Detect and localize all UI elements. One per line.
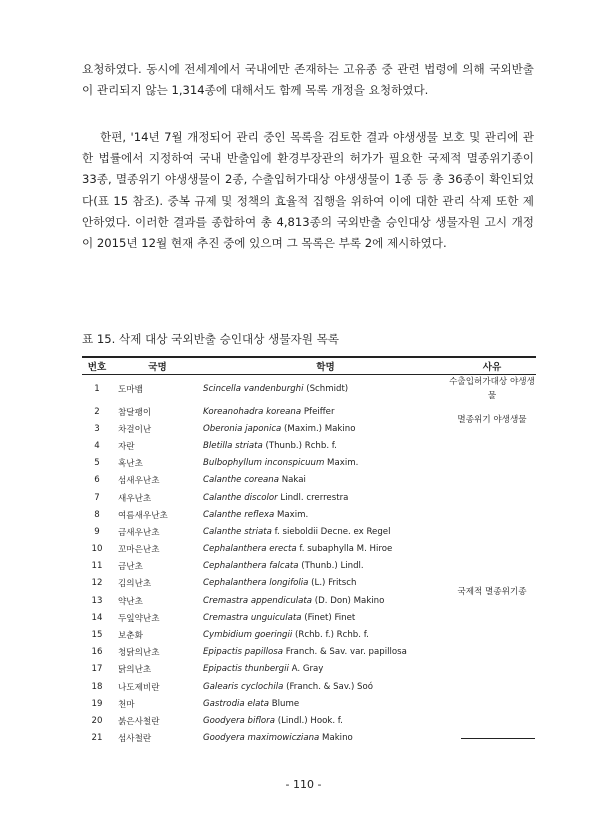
row-number: 2 xyxy=(94,406,100,417)
header-num: 번호 xyxy=(82,357,112,375)
table-end-rule xyxy=(461,738,535,739)
korean-name: 보춘화 xyxy=(118,631,143,642)
scientific-name xyxy=(203,489,448,506)
scientific-name-italic: Gastrodia elata xyxy=(203,698,269,709)
scientific-name xyxy=(203,712,448,729)
scientific-name-italic: Bletilla striata xyxy=(203,440,263,451)
korean-name: 나도제비란 xyxy=(118,682,160,693)
scientific-name-italic: Cephalanthera longifolia xyxy=(203,578,309,589)
reason-cell: 국제적 멸종위기종 xyxy=(457,587,527,598)
body-paragraph-2: 한편, '14년 7월 개정되어 관리 중인 목록을 검토한 결과 야생생물 보호 및 관리에 관한 법률에서 지정하여 국내 반출입에 환경부장관의 허가가 필요한 국제적 멸종위기종이 33종, 멸종위기 야생생물이 2종, 수출입허가대상 야생생물이 1종 등 총 36종이 확인되었다(표 15 참조). 중복 규제 및 정책의 효율적 집행을 위하여 이에 대한 관리 삭제 또한 제안하였다. 이러한 결과를 종합하여 총 4,813종의 국외반출 승인대상 생물자원 고시 개정이 2015년 12월 현재 추진 중에 있으며 그 목록은 부록 2에 제시하였다. xyxy=(82,130,534,251)
row-number: 21 xyxy=(91,733,103,744)
scientific-name-author: (Maxim.) Makino xyxy=(281,423,356,434)
scientific-name-author: A. Gray xyxy=(288,664,324,675)
scientific-name-author: (Franch. & Sav.) Soó xyxy=(283,681,374,692)
scientific-name-italic: Koreanohadra koreana xyxy=(203,406,302,417)
table-header-row xyxy=(82,357,536,375)
korean-name: 섬사철란 xyxy=(118,734,152,745)
scientific-name xyxy=(203,558,448,575)
scientific-name xyxy=(203,678,448,695)
row-number: 12 xyxy=(91,578,103,589)
scientific-name-italic: Cymbidium goeringii xyxy=(203,630,293,641)
scientific-name-italic: Epipactis papillosa xyxy=(203,647,284,658)
scientific-name xyxy=(203,730,448,747)
scientific-name-author: Pfeiffer xyxy=(301,406,335,417)
korean-name: 참달팽이 xyxy=(118,407,152,418)
row-number: 13 xyxy=(91,595,103,606)
korean-name: 천마 xyxy=(118,699,135,710)
scientific-name-italic: Goodyera maximowicziana xyxy=(203,733,320,744)
scientific-name-italic: Galearis cyclochila xyxy=(203,681,284,692)
row-number: 15 xyxy=(91,630,103,641)
row-number: 19 xyxy=(91,698,103,709)
scientific-name-author: (Schmidt) xyxy=(303,384,349,394)
scientific-name-italic: Bulbophyllum inconspicuum xyxy=(203,458,325,469)
row-number: 4 xyxy=(94,440,100,451)
scientific-name xyxy=(203,592,448,609)
reason-cell: 수출입허가대상 야생생물 xyxy=(449,377,535,401)
scientific-name xyxy=(203,695,448,712)
scientific-name-author: Nakai xyxy=(278,475,306,486)
korean-name: 도마뱀 xyxy=(118,385,143,395)
korean-name: 김의난초 xyxy=(118,579,152,590)
row-number: 6 xyxy=(94,475,100,486)
korean-name: 금새우난초 xyxy=(118,527,160,538)
korean-name: 닭의난초 xyxy=(118,665,152,676)
scientific-name-author: (D. Don) Makino xyxy=(312,595,385,606)
row-number: 17 xyxy=(91,664,103,675)
header-reason: 사유 xyxy=(448,357,536,375)
scientific-name xyxy=(203,575,448,592)
scientific-name-author: Franch. & Sav. var. papillosa xyxy=(283,647,407,658)
row-number: 18 xyxy=(91,681,103,692)
scientific-name-author: (Lindl.) Hook. f. xyxy=(275,715,343,726)
scientific-name-author: Makino xyxy=(319,733,353,744)
scientific-name-italic: Calanthe striata xyxy=(203,526,272,537)
korean-name: 꼬마은난초 xyxy=(118,545,160,556)
scientific-name xyxy=(203,661,448,678)
row-number: 20 xyxy=(91,715,103,726)
scientific-name xyxy=(203,472,448,489)
scientific-name xyxy=(203,455,448,472)
row-number: 14 xyxy=(91,612,103,623)
scientific-name-italic: Calanthe discolor xyxy=(203,492,278,503)
species-table xyxy=(82,356,536,747)
row-number: 16 xyxy=(91,647,103,658)
scientific-name-author: Maxim. xyxy=(274,509,309,520)
korean-name: 여름새우난초 xyxy=(118,510,168,521)
row-number: 8 xyxy=(94,509,100,520)
table-caption: 표 15. 삭제 대상 국외반출 승인대상 생물자원 목록 xyxy=(82,332,340,346)
row-number: 7 xyxy=(94,492,100,503)
korean-name: 금난초 xyxy=(118,562,143,573)
korean-name: 붉은사철란 xyxy=(118,716,160,727)
scientific-name-italic: Cremastra unguiculata xyxy=(203,612,302,623)
korean-name: 자란 xyxy=(118,441,135,452)
korean-name: 청닭의난초 xyxy=(118,648,160,659)
scientific-name xyxy=(203,420,448,437)
row-number: 10 xyxy=(91,544,103,555)
scientific-name-author: (Rchb. f.) Rchb. f. xyxy=(292,630,369,641)
header-korean-name: 국명 xyxy=(112,357,203,375)
scientific-name-author: Lindl. crerrestra xyxy=(277,492,349,503)
table-body xyxy=(82,375,536,747)
scientific-name-italic: Calanthe coreana xyxy=(203,475,279,486)
table-row xyxy=(82,375,536,404)
table-row xyxy=(82,403,536,420)
scientific-name-italic: Cephalanthera erecta xyxy=(203,544,297,555)
scientific-name-italic: Oberonia japonica xyxy=(203,423,282,434)
table-row xyxy=(82,437,536,454)
row-number: 1 xyxy=(94,384,100,394)
scientific-name xyxy=(203,523,448,540)
scientific-name-italic: Epipactis thunbergii xyxy=(203,664,289,675)
scientific-name-author: (L.) Fritsch xyxy=(308,578,357,589)
scientific-name-italic: Scincella vandenburghi xyxy=(203,384,304,394)
scientific-name-italic: Cremastra appendiculata xyxy=(203,595,313,606)
scientific-name xyxy=(203,403,448,420)
korean-name: 두잎약난초 xyxy=(118,613,160,624)
scientific-name xyxy=(203,541,448,558)
scientific-name-italic: Calanthe reflexa xyxy=(203,509,275,520)
korean-name: 차걸이난 xyxy=(118,424,152,435)
scientific-name-author: (Finet) Finet xyxy=(301,612,356,623)
row-number: 5 xyxy=(94,458,100,469)
scientific-name-author: (Thunb.) Lindl. xyxy=(298,561,364,572)
scientific-name xyxy=(203,626,448,643)
korean-name: 새우난초 xyxy=(118,493,152,504)
scientific-name-italic: Cephalanthera falcata xyxy=(203,561,299,572)
scientific-name-italic: Goodyera biflora xyxy=(203,715,275,726)
row-number: 3 xyxy=(94,423,100,434)
scientific-name-author: Blume xyxy=(268,698,300,709)
scientific-name xyxy=(203,506,448,523)
header-scientific-name: 학명 xyxy=(203,357,448,375)
scientific-name-author: (Thunb.) Rchb. f. xyxy=(262,440,337,451)
scientific-name-author: Maxim. xyxy=(324,458,359,469)
scientific-name xyxy=(203,644,448,661)
body-paragraph-1: 요청하였다. 동시에 전세계에서 국내에만 존재하는 고유종 중 관련 법령에 의해 국외반출이 관리되지 않는 1,314종에 대해서도 함께 목록 개정을 요청하였다. xyxy=(82,62,534,98)
scientific-name xyxy=(203,609,448,626)
korean-name: 혹난초 xyxy=(118,459,143,470)
scientific-name-author: f. subaphylla M. Hiroe xyxy=(296,544,393,555)
row-number: 9 xyxy=(94,526,100,537)
scientific-name xyxy=(203,375,448,404)
reason-cell: 멸종위기 야생생물 xyxy=(457,415,527,426)
korean-name: 섬새우난초 xyxy=(118,476,160,487)
row-number: 11 xyxy=(91,561,103,572)
scientific-name xyxy=(203,437,448,454)
page-number: - 110 - xyxy=(285,778,322,791)
korean-name: 약난초 xyxy=(118,596,143,607)
scientific-name-author: f. sieboldii Decne. ex Regel xyxy=(271,526,391,537)
